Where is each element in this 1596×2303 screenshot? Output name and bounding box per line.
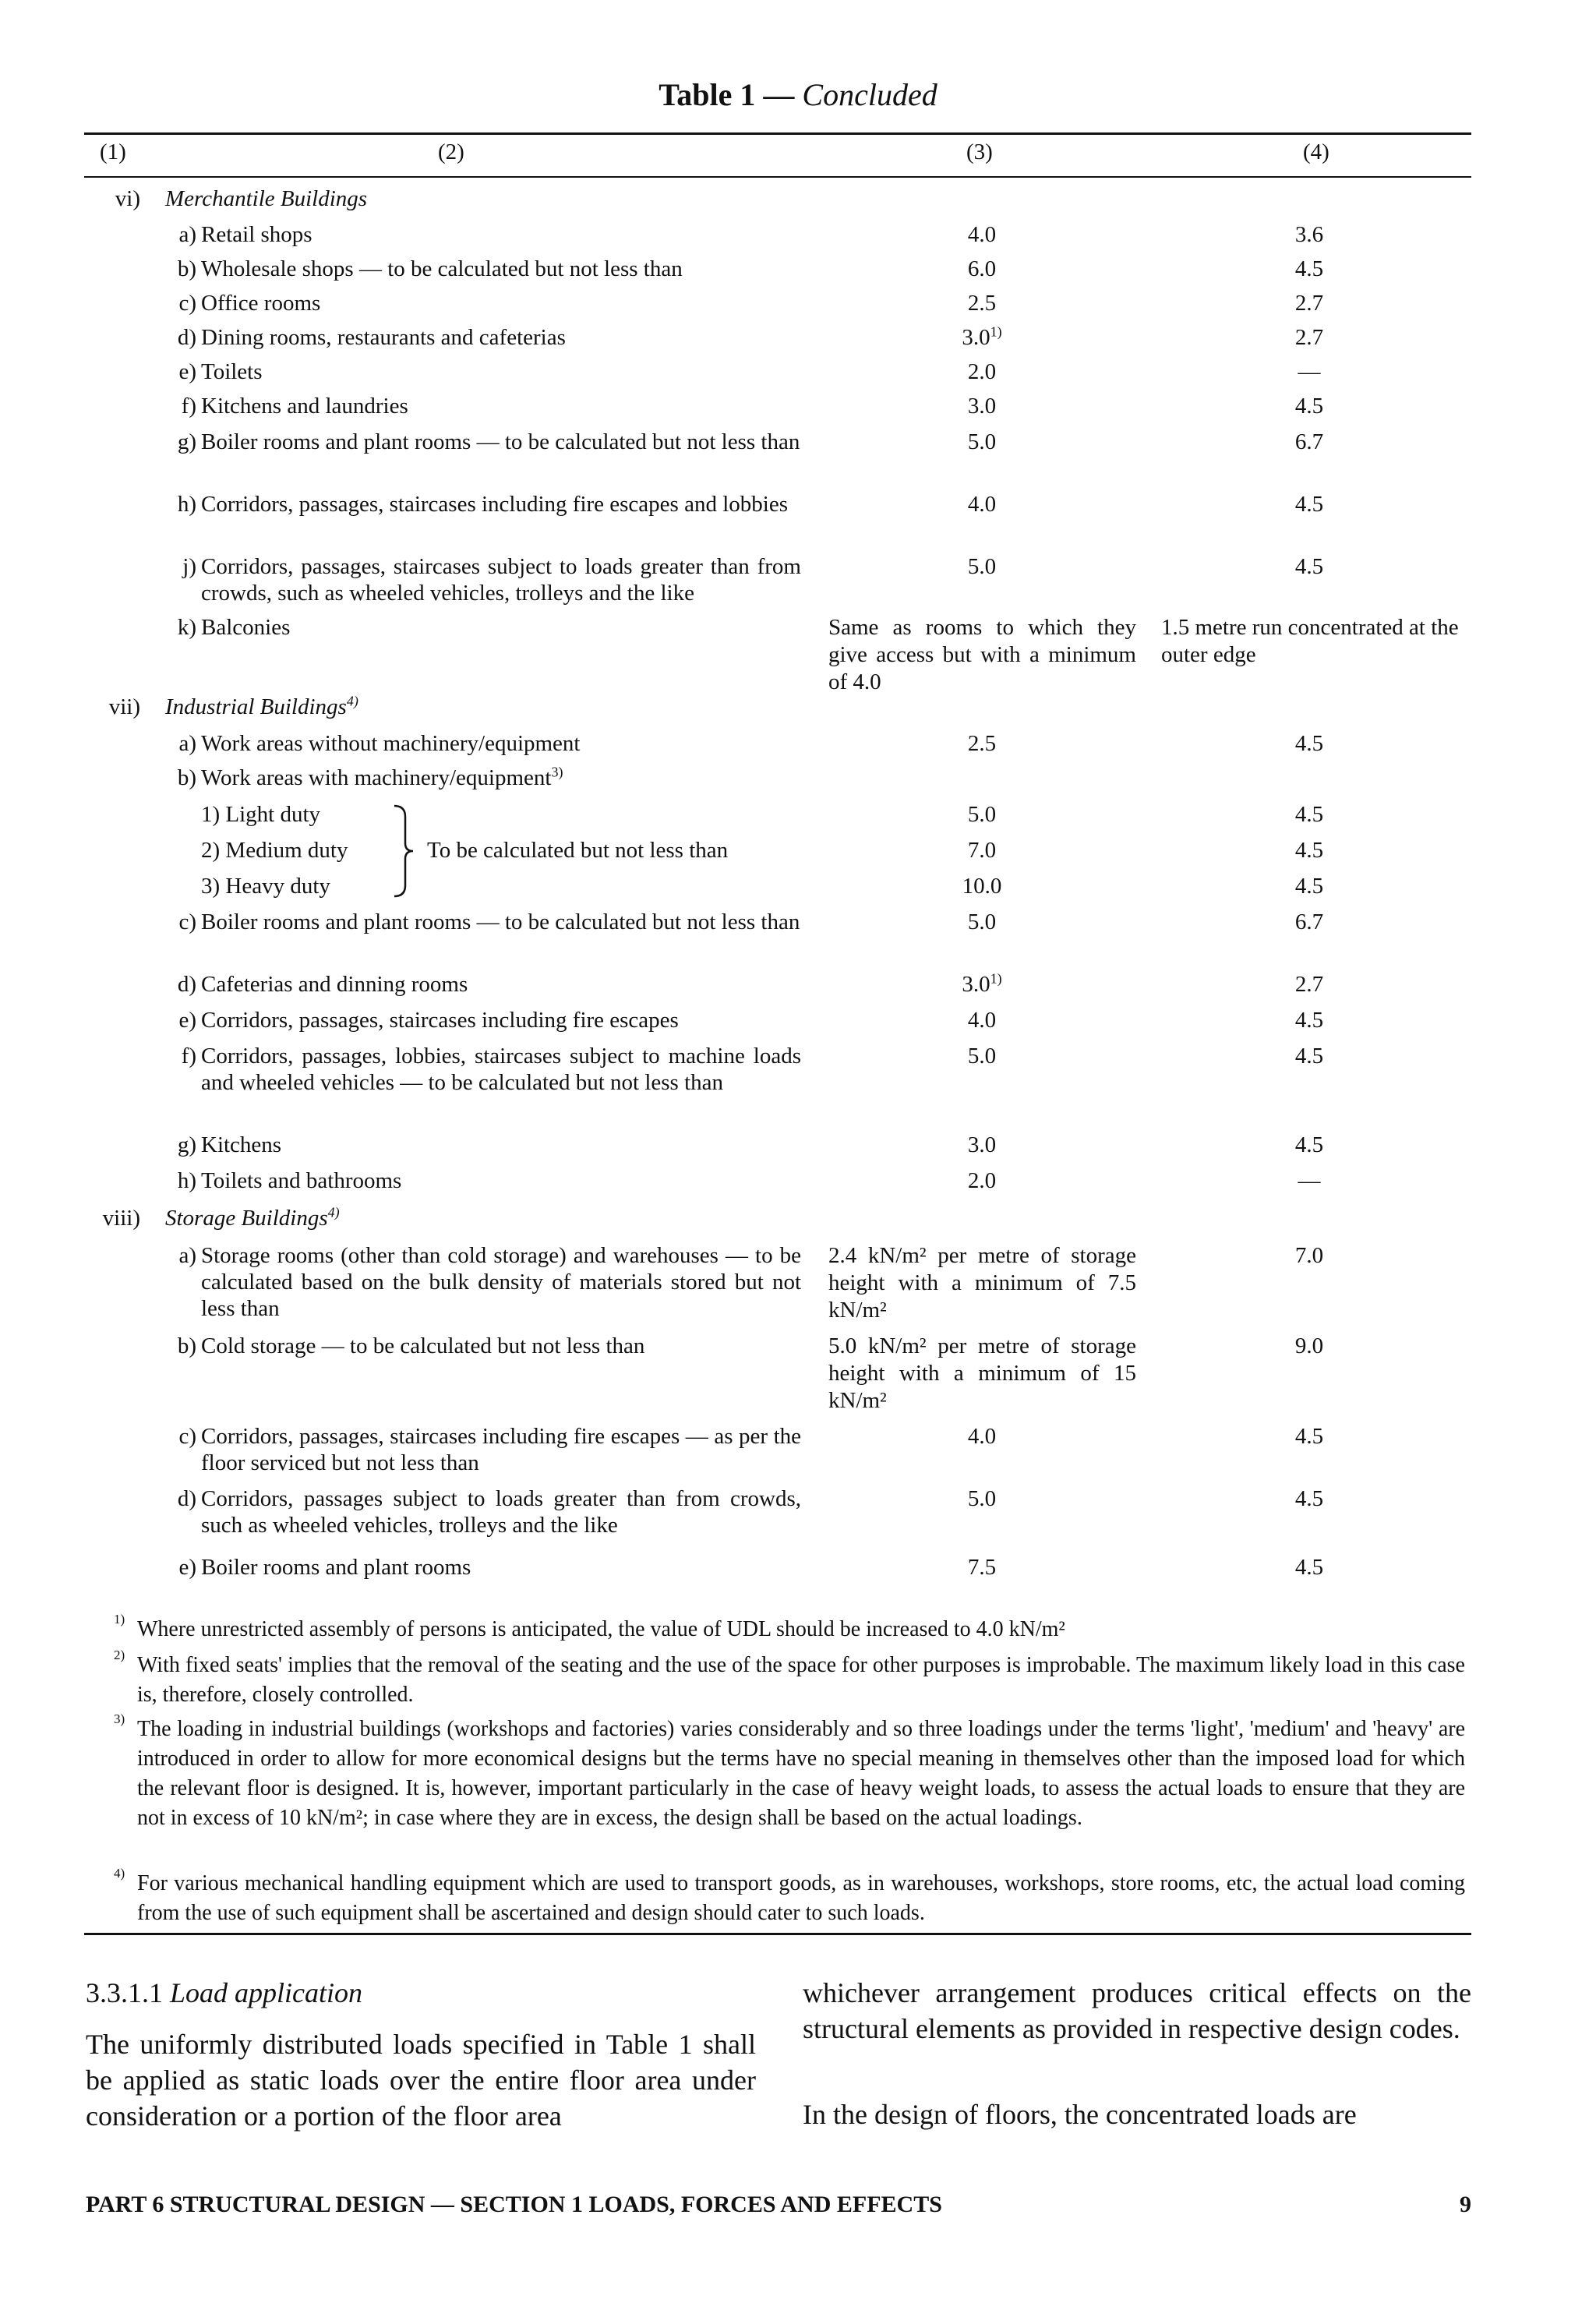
duty-label: 1) Light duty bbox=[201, 802, 321, 827]
duty-label: 3) Heavy duty bbox=[201, 874, 330, 899]
imposed-load-udl: 5.0 bbox=[967, 910, 997, 934]
imposed-load-udl: 2.0 bbox=[967, 359, 997, 384]
row-description: Dining rooms, restaurants and cafeterias bbox=[201, 325, 566, 350]
col-header-1: (1) bbox=[100, 140, 126, 164]
footnote-mark: 4) bbox=[114, 1866, 125, 1881]
imposed-load-udl: 6.0 bbox=[967, 256, 997, 281]
row-label: b) bbox=[177, 1333, 196, 1358]
row-description: Corridors, passages, staircases subject to loads greater than from crowds, such as wheeled vehicles, trolleys and the like bbox=[201, 554, 801, 606]
row-label: e) bbox=[178, 1008, 196, 1033]
clause-heading bbox=[86, 1975, 756, 2011]
footnote-text: Where unrestricted assembly of persons is anticipated, the value of UDL should be increased to 4.0 kN/m² bbox=[137, 1617, 1065, 1641]
row-label: g) bbox=[177, 1132, 196, 1157]
footnote-ref: 1) bbox=[990, 970, 1002, 987]
col-header-2: (2) bbox=[438, 140, 464, 164]
table-title-main: Table 1 bbox=[659, 77, 756, 112]
row-description: Boiler rooms and plant rooms — to be calculated but not less than bbox=[201, 910, 800, 934]
row-description: Kitchens and laundries bbox=[201, 394, 408, 419]
imposed-load-udl: 5.0 bbox=[967, 429, 997, 454]
imposed-load-udl: 3.0 bbox=[967, 394, 997, 419]
concentrated-load: 4.5 bbox=[1294, 1132, 1324, 1157]
section-number: vi) bbox=[115, 186, 140, 211]
row-label: f) bbox=[181, 1044, 196, 1068]
footnote-text: For various mechanical handling equipment which are used to transport goods, as in warehouses, workshops, store rooms, etc, the actual load coming from the use of such equipment shall be ascertained and design should cater to such loads. bbox=[137, 1871, 1465, 1925]
section-title: Merchantile Buildings bbox=[165, 186, 368, 211]
row-description: Cold storage — to be calculated but not less than bbox=[201, 1333, 645, 1358]
row-description: Wholesale shops — to be calculated but not less than bbox=[201, 256, 683, 281]
concentrated-load: 4.5 bbox=[1294, 1555, 1324, 1580]
row-label: c) bbox=[178, 291, 196, 316]
imposed-load-udl: 5.0 bbox=[967, 1486, 997, 1511]
concentrated-load: 4.5 bbox=[1294, 838, 1324, 863]
row-description: Toilets and bathrooms bbox=[201, 1168, 402, 1193]
concentrated-load: 4.5 bbox=[1294, 554, 1324, 579]
concentrated-load: 4.5 bbox=[1294, 1044, 1324, 1068]
value-text: 3.0 bbox=[962, 325, 990, 350]
duty-label: 2) Medium duty bbox=[201, 838, 348, 863]
footnote-mark: 3) bbox=[114, 1711, 125, 1726]
section-title bbox=[165, 1205, 340, 1231]
imposed-load-udl bbox=[920, 324, 1044, 351]
row-description: Corridors, passages, staircases including fire escapes bbox=[201, 1008, 679, 1033]
row-description: Office rooms bbox=[201, 291, 321, 316]
row-label: f) bbox=[181, 394, 196, 419]
table-title-dash: — bbox=[763, 77, 795, 112]
duty-note: To be calculated but not less than bbox=[427, 838, 729, 863]
concentrated-load: 7.0 bbox=[1294, 1243, 1324, 1268]
imposed-load-udl: 4.0 bbox=[967, 1008, 997, 1033]
row-label: e) bbox=[178, 359, 196, 384]
row-label: a) bbox=[178, 731, 196, 756]
concentrated-load: 6.7 bbox=[1294, 910, 1324, 934]
footnote-ref: 4) bbox=[346, 693, 358, 709]
row-label: a) bbox=[178, 1243, 196, 1268]
concentrated-load: — bbox=[1298, 1168, 1321, 1193]
concentrated-load: 3.6 bbox=[1294, 222, 1324, 247]
clause-right-text-1: whichever arrangement produces critical effects on the structural elements as provided in respective design codes. bbox=[803, 1977, 1471, 2044]
imposed-load-udl bbox=[920, 971, 1044, 998]
concentrated-load: 6.7 bbox=[1294, 429, 1324, 454]
concentrated-load: 2.7 bbox=[1294, 972, 1324, 997]
right-brace-icon bbox=[390, 803, 421, 899]
row-description: Balconies bbox=[201, 615, 291, 640]
clause-right-text-2: In the design of floors, the concentrated loads are bbox=[803, 2099, 1357, 2130]
concentrated-load: 4.5 bbox=[1294, 492, 1324, 517]
row-label: d) bbox=[177, 1486, 196, 1511]
concentrated-load: — bbox=[1298, 359, 1321, 384]
col-header-4: (4) bbox=[1303, 140, 1329, 164]
imposed-load-udl: 3.0 bbox=[967, 1132, 997, 1157]
imposed-load-udl: 2.5 bbox=[967, 291, 997, 316]
footnote-text: The loading in industrial buildings (workshops and factories) varies considerably and so three loadings under the terms 'light', 'medium' and 'heavy' are introduced in order to allow for more economical designs but the terms have no special meaning in themselves other than the imposed load for which the relevant floor is designed. It is, however, important particularly in the case of heavy weight loads, to assess the actual loads to ensure that they are not in excess of 10 kN/m²; in case where they are in excess, the design shall be based on the actual loadings. bbox=[137, 1717, 1465, 1830]
row-label: c) bbox=[178, 1424, 196, 1449]
concentrated-load: 4.5 bbox=[1294, 802, 1324, 827]
section-title-text: Industrial Buildings bbox=[165, 694, 347, 719]
concentrated-load: 4.5 bbox=[1294, 874, 1324, 899]
value-text: 3.0 bbox=[962, 972, 990, 997]
row-label: h) bbox=[177, 492, 196, 517]
table-title-sub: Concluded bbox=[802, 77, 937, 112]
table-title bbox=[0, 76, 1596, 113]
footnote-ref: 1) bbox=[990, 323, 1002, 340]
concentrated-load: 4.5 bbox=[1294, 1008, 1324, 1033]
concentrated-load: 4.5 bbox=[1294, 256, 1324, 281]
footnote-mark: 1) bbox=[114, 1612, 125, 1627]
row-description: Boiler rooms and plant rooms — to be calculated but not less than bbox=[201, 429, 800, 454]
table-header-rule bbox=[84, 176, 1471, 178]
table-bottom-rule bbox=[84, 1933, 1471, 1935]
table-top-rule bbox=[84, 132, 1471, 135]
row-label: d) bbox=[177, 972, 196, 997]
imposed-load-udl: 7.5 bbox=[967, 1555, 997, 1580]
imposed-load-udl: 5.0 bbox=[967, 802, 997, 827]
imposed-load-udl: 5.0 bbox=[967, 1044, 997, 1068]
imposed-load-udl: 2.5 bbox=[967, 731, 997, 756]
section-number: viii) bbox=[102, 1206, 140, 1231]
row-description: Corridors, passages, staircases including fire escapes and lobbies bbox=[201, 492, 788, 517]
page-footer: PART 6 STRUCTURAL DESIGN — SECTION 1 LOADS, FORCES AND EFFECTS bbox=[86, 2192, 942, 2217]
imposed-load-udl: 4.0 bbox=[967, 222, 997, 247]
concentrated-load: 4.5 bbox=[1294, 731, 1324, 756]
row-description: Cafeterias and dinning rooms bbox=[201, 972, 468, 997]
row-description: Toilets bbox=[201, 359, 263, 384]
clause-title: Load application bbox=[170, 1977, 363, 2008]
row-label: b) bbox=[177, 256, 196, 281]
col-header-3: (3) bbox=[966, 140, 993, 164]
concentrated-load: 9.0 bbox=[1294, 1333, 1324, 1358]
footnote-ref: 3) bbox=[551, 764, 563, 780]
row-label: k) bbox=[177, 615, 196, 640]
row-label: c) bbox=[178, 910, 196, 934]
row-label: h) bbox=[177, 1168, 196, 1193]
row-description: Boiler rooms and plant rooms bbox=[201, 1555, 471, 1580]
footnote-text: With fixed seats' implies that the removal of the seating and the use of the space for other purposes is improbable. The maximum likely load in this case is, therefore, closely controlled. bbox=[137, 1653, 1465, 1707]
section-title bbox=[165, 694, 358, 720]
row-label: d) bbox=[177, 325, 196, 350]
imposed-load-udl: 4.0 bbox=[967, 492, 997, 517]
imposed-load-udl: 7.0 bbox=[967, 838, 997, 863]
section-number: vii) bbox=[108, 694, 140, 719]
row-label: g) bbox=[177, 429, 196, 454]
row-label: a) bbox=[178, 222, 196, 247]
imposed-load-udl: 4.0 bbox=[967, 1424, 997, 1449]
clause-left-text: The uniformly distributed loads specified in Table 1 shall be applied as static loads over the entire floor area under consideration or a portion of the floor area bbox=[86, 2029, 756, 2132]
concentrated-load: 2.7 bbox=[1294, 325, 1324, 350]
imposed-load-udl: 10.0 bbox=[962, 874, 1002, 899]
row-description: Kitchens bbox=[201, 1132, 282, 1157]
footnote-mark: 2) bbox=[114, 1648, 125, 1662]
imposed-load-udl: 5.0 kN/m² per metre of storage height with a minimum of 15 kN/m² bbox=[828, 1333, 1136, 1413]
concentrated-load: 4.5 bbox=[1294, 1424, 1324, 1449]
clause-number: 3.3.1.1 bbox=[86, 1977, 163, 2008]
description-text: Work areas with machinery/equipment bbox=[201, 765, 552, 790]
row-description: Corridors, passages subject to loads greater than from crowds, such as wheeled vehicles, trolleys and the like bbox=[201, 1486, 801, 1538]
concentrated-load: 2.7 bbox=[1294, 291, 1324, 316]
row-description: Corridors, passages, staircases including fire escapes — as per the floor serviced but not less than bbox=[201, 1424, 801, 1475]
row-description bbox=[201, 765, 801, 791]
row-description: Storage rooms (other than cold storage) and warehouses — to be calculated based on the bulk density of materials stored but not less than bbox=[201, 1243, 801, 1321]
row-description: Corridors, passages, lobbies, staircases subject to machine loads and wheeled vehicles — to be calculated but not less than bbox=[201, 1044, 801, 1095]
concentrated-load: 1.5 metre run concentrated at the outer edge bbox=[1161, 615, 1459, 667]
concentrated-load: 4.5 bbox=[1294, 1486, 1324, 1511]
footnote-ref: 4) bbox=[327, 1204, 340, 1220]
imposed-load-udl: 2.4 kN/m² per metre of storage height with a minimum of 7.5 kN/m² bbox=[828, 1243, 1136, 1323]
imposed-load-udl: 2.0 bbox=[967, 1168, 997, 1193]
page-number: 9 bbox=[1460, 2192, 1471, 2217]
row-description: Retail shops bbox=[201, 222, 312, 247]
section-title-text: Storage Buildings bbox=[165, 1206, 328, 1231]
imposed-load-udl: 5.0 bbox=[967, 554, 997, 579]
row-label: e) bbox=[178, 1555, 196, 1580]
concentrated-load: 4.5 bbox=[1294, 394, 1324, 419]
row-label: j) bbox=[182, 554, 196, 579]
imposed-load-udl: Same as rooms to which they give access but with a minimum of 4.0 bbox=[828, 615, 1136, 694]
row-label: b) bbox=[177, 765, 196, 790]
row-description: Work areas without machinery/equipment bbox=[201, 731, 581, 756]
